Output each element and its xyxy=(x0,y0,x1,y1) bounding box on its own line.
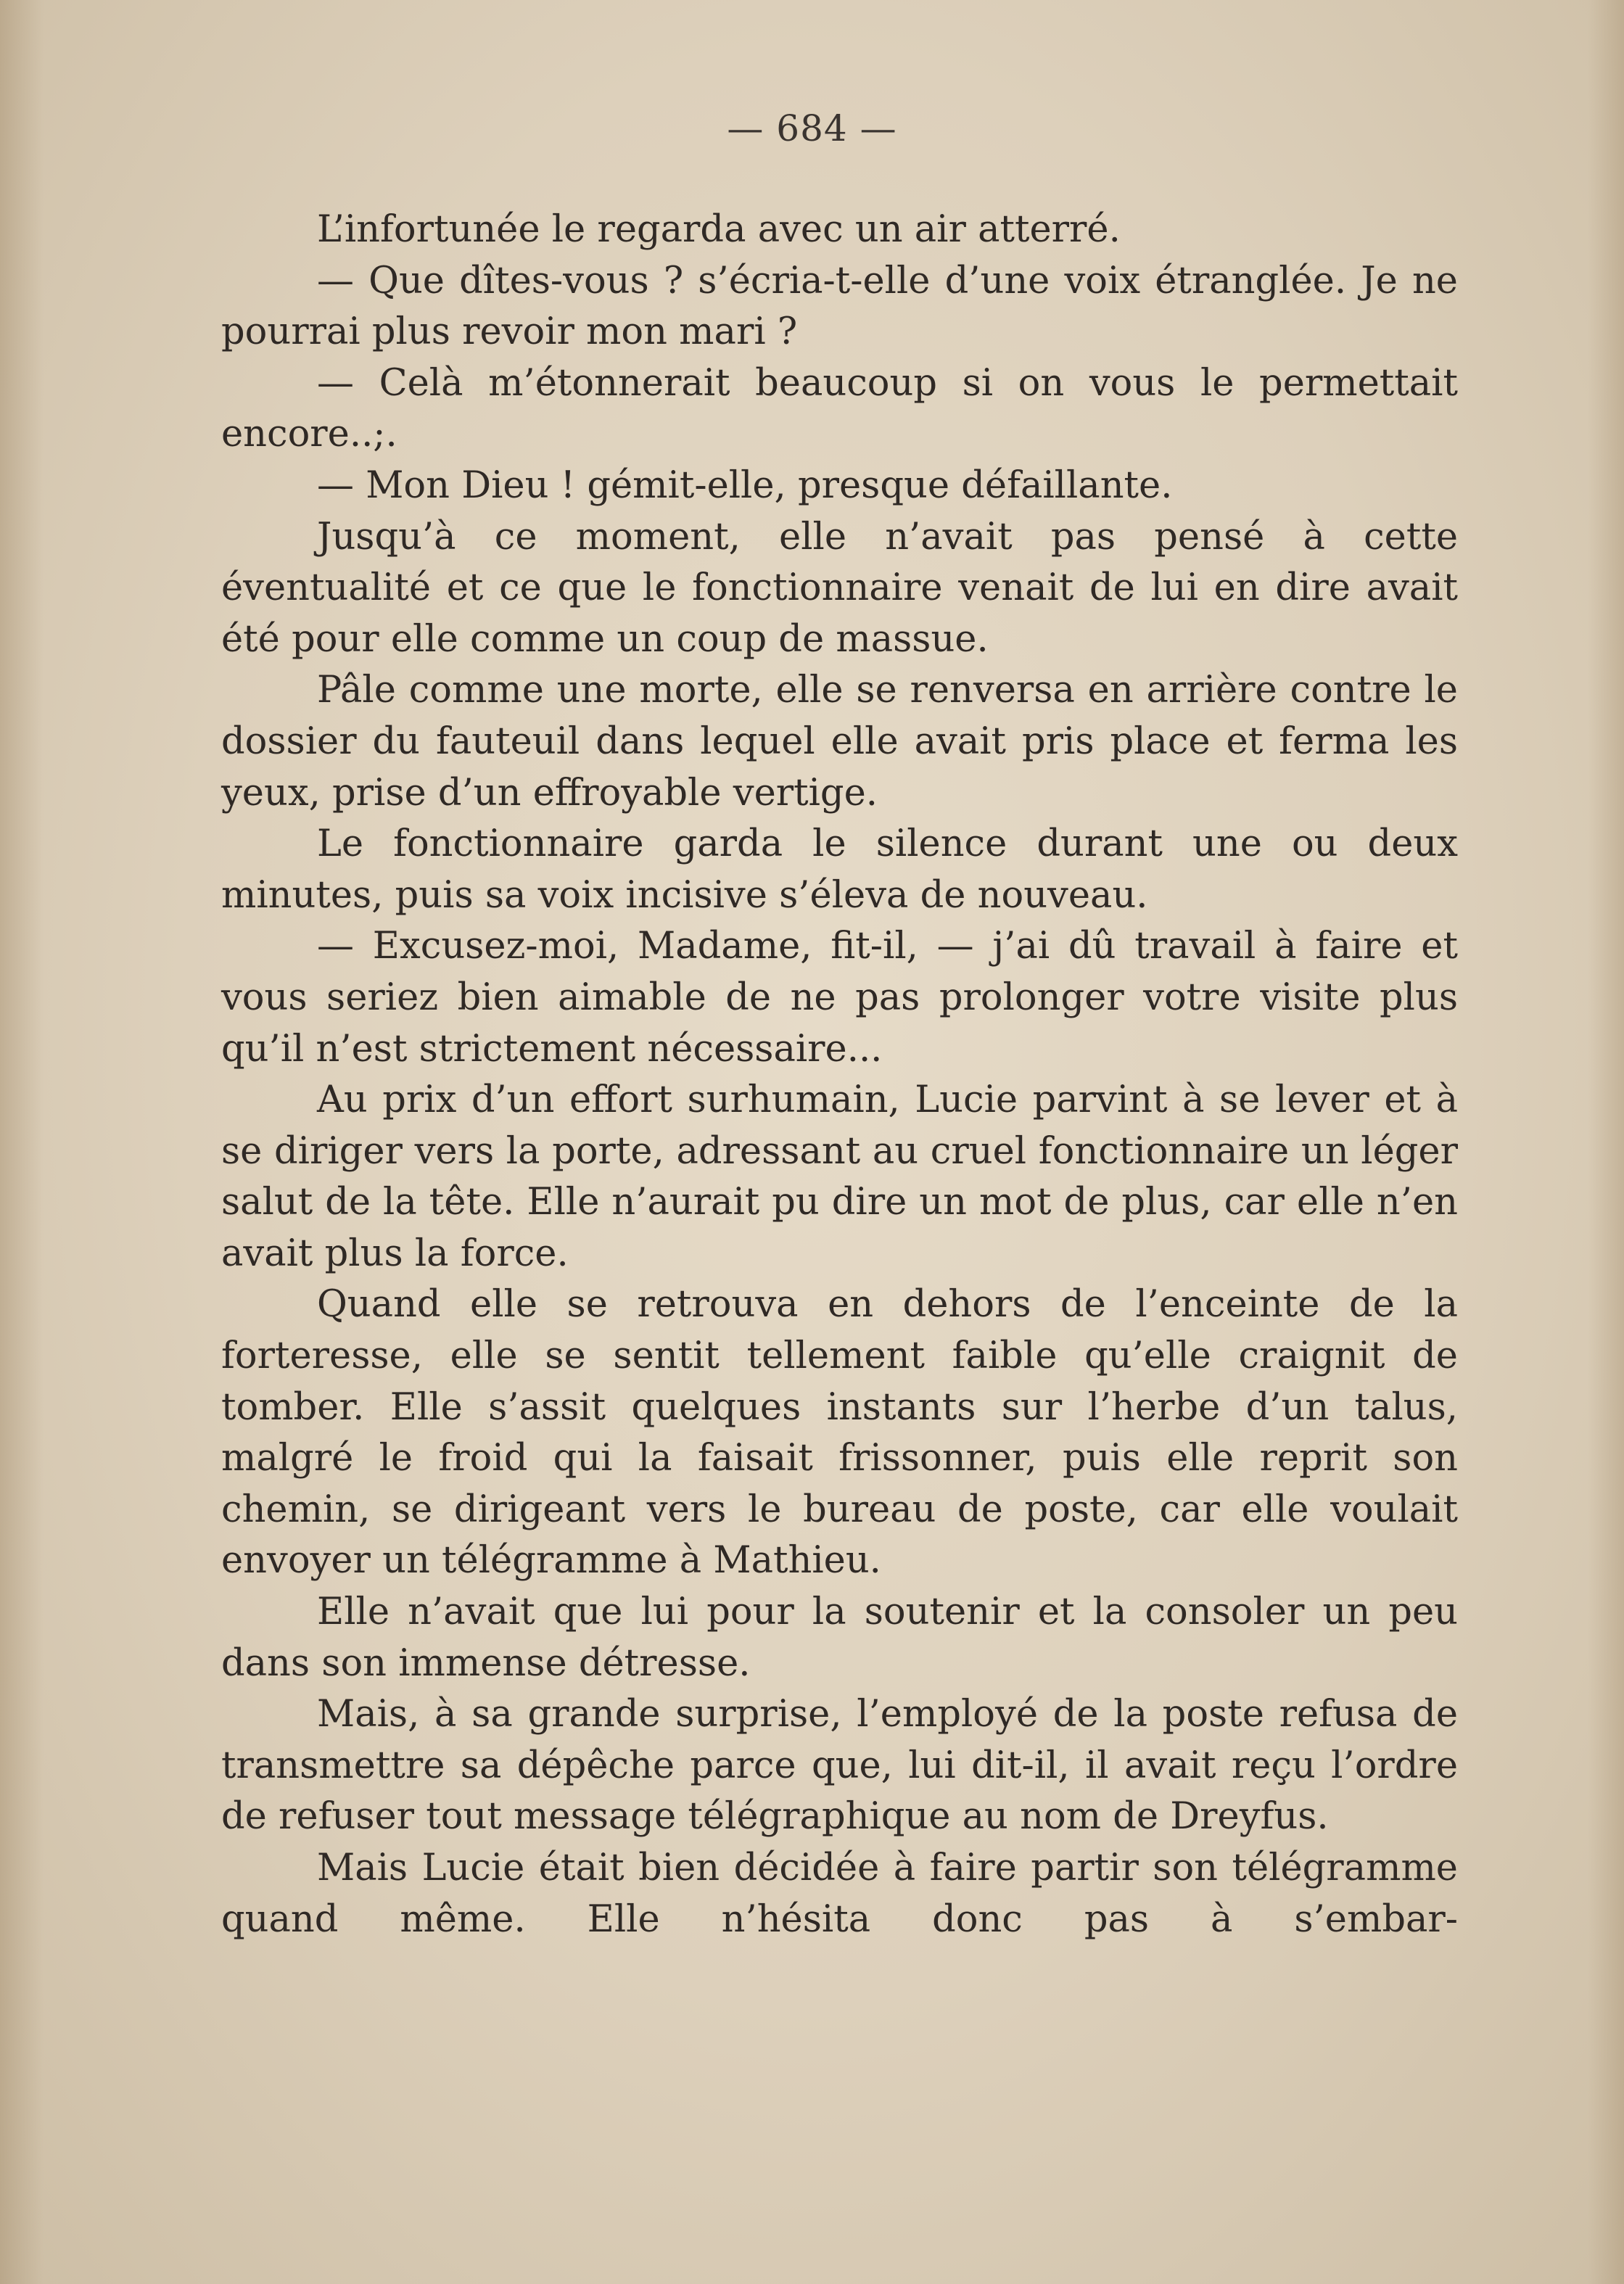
paragraph: Quand elle se retrouva en dehors de l’enceinte de la forteresse, elle se sentit tellement faible qu’elle craignit de tomber. Elle s’assit quelques instants sur l’herbe d’un talus, malgré le froid qui la faisait frissonner, puis elle reprit son chemin, se dirigeant vers le bureau de poste, car elle voulait envoyer un télégramme à Mathieu. xyxy=(221,1283,1458,1583)
paragraph: — Que dîtes-vous ? s’écria-t-elle d’une voix étranglée. Je ne pourrai plus revoir mon mari ? xyxy=(221,259,1458,354)
paragraph-continued: Mais Lucie était bien décidée à faire partir son télégramme quand même. Elle n’hésita donc pas à s’embar- xyxy=(221,1847,1458,1941)
body-text xyxy=(221,205,1458,1945)
paragraph: — Mon Dieu ! gémit-elle, presque défaillante. xyxy=(317,463,1173,507)
paragraph: Mais, à sa grande surprise, l’employé de la poste refusa de transmettre sa dépêche parce que, lui dit-il, il avait reçu l’ordre de refuser tout message télégraphique au nom de Dreyfus. xyxy=(221,1693,1458,1839)
page-number: — 684 — xyxy=(727,107,897,149)
paragraph: Au prix d’un effort surhumain, Lucie parvint à se lever et à se diriger vers la porte, adressant au cruel fonctionnaire un léger salut de la tête. Elle n’aurait pu dire un mot de plus, car elle n’en avait plus la force. xyxy=(221,1079,1458,1275)
page-edge-shadow-left xyxy=(0,0,44,2284)
paragraph: Pâle comme une morte, elle se renversa en arrière contre le dossier du fauteuil dans lequel elle avait pris place et ferma les yeux, prise d’un effroyable vertige. xyxy=(221,669,1458,815)
page-edge-shadow-right xyxy=(1588,0,1624,2284)
paragraph: — Celà m’étonnerait beaucoup si on vous le permettait encore..;. xyxy=(221,361,1458,456)
paragraph: Le fonctionnaire garda le silence durant une ou deux minutes, puis sa voix incisive s’éleva de nouveau. xyxy=(221,823,1458,917)
paragraph: L’infortunée le regarda avec un air atterré. xyxy=(317,208,1121,251)
paragraph: Elle n’avait que lui pour la soutenir et la consoler un peu dans son immense détresse. xyxy=(221,1591,1458,1685)
paragraph: — Excusez-moi, Madame, fit-il, — j’ai dû travail à faire et vous seriez bien aimable de ne pas prolonger votre visite plus qu’il n’est strictement nécessaire... xyxy=(221,925,1458,1071)
paragraph: Jusqu’à ce moment, elle n’avait pas pensé à cette éventualité et ce que le fonctionnaire venait de lui en dire avait été pour elle comme un coup de massue. xyxy=(221,515,1458,661)
